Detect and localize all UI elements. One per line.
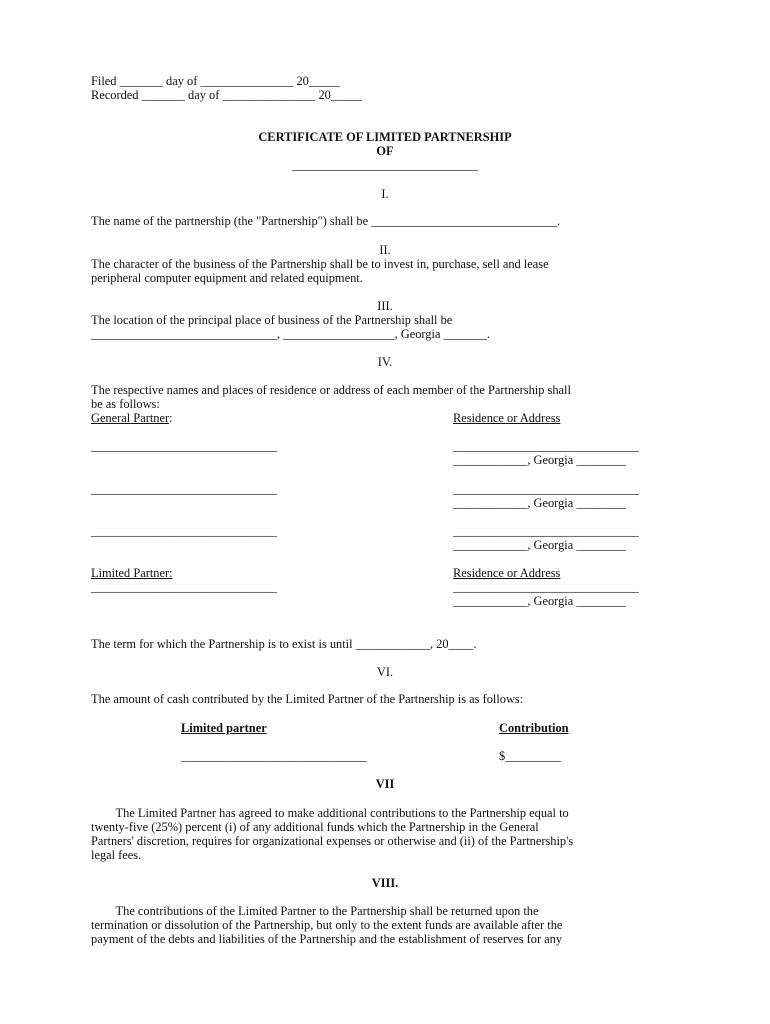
general-partner-label: General Partner <box>91 411 170 425</box>
limited-partner-label: Limited Partner: <box>91 566 173 580</box>
general-partner-city-3: ____________, Georgia ________ <box>453 538 626 552</box>
section-1-text: The name of the partnership (the "Partnership") shall be ______________________________. <box>91 214 561 228</box>
filed-line: Filed _______ day of _______________ 20_____ <box>91 74 340 88</box>
general-partner-address-blank-2: ______________________________ <box>453 482 639 496</box>
section-7-line-3: Partners' discretion, requires for organizational expenses or otherwise and (ii) of the Partnership's <box>91 834 574 848</box>
general-partner-address-blank-1: ______________________________ <box>453 439 639 453</box>
limited-partner-name-blank: ______________________________ <box>91 580 277 594</box>
section-1-heading: I. <box>381 187 389 201</box>
general-partner-heading <box>91 411 173 425</box>
section-3-line-2: ______________________________, __________________, Georgia _______. <box>91 327 491 341</box>
partnership-name-blank: ______________________________ <box>292 158 478 172</box>
document-title-of: OF <box>376 144 394 158</box>
section-3-line-1: The location of the principal place of business of the Partnership shall be <box>91 313 453 327</box>
section-2-line-1: The character of the business of the Partnership shall be to invest in, purchase, sell and lease <box>91 257 549 271</box>
general-partner-city-1: ____________, Georgia ________ <box>453 453 626 467</box>
contribution-amount-blank: $_________ <box>499 749 561 763</box>
section-4-line-1: The respective names and places of residence or address of each member of the Partnership shall <box>91 383 571 397</box>
limited-residence-heading: Residence or Address <box>453 566 561 580</box>
general-partner-address-blank-3: ______________________________ <box>453 524 639 538</box>
section-7-line-2: twenty-five (25%) percent (i) of any additional funds which the Partnership in the General <box>91 820 539 834</box>
recorded-line: Recorded _______ day of _______________ 20_____ <box>91 88 362 102</box>
document-title: CERTIFICATE OF LIMITED PARTNERSHIP <box>258 130 512 144</box>
general-partner-city-2: ____________, Georgia ________ <box>453 496 626 510</box>
general-partner-name-blank-2: ______________________________ <box>91 482 277 496</box>
section-2-heading: II. <box>379 243 391 257</box>
section-6-heading: VI. <box>376 665 394 679</box>
limited-partner-address-blank: ______________________________ <box>453 580 639 594</box>
section-2-line-2: peripheral computer equipment and related equipment. <box>91 271 363 285</box>
section-7-heading: VII <box>375 777 395 791</box>
term-text: The term for which the Partnership is to exist is until ____________, 20____. <box>91 637 477 651</box>
limited-partner-column-heading: Limited partner <box>181 721 267 735</box>
section-4-heading: IV. <box>377 355 393 369</box>
contribution-partner-blank: ______________________________ <box>181 749 367 763</box>
section-7-line-1: The Limited Partner has agreed to make additional contributions to the Partnership equal to <box>91 806 569 820</box>
section-7-line-4: legal fees. <box>91 848 142 862</box>
section-8-heading: VIII. <box>371 876 399 890</box>
general-partner-colon: : <box>169 411 173 425</box>
general-partner-name-blank-1: ______________________________ <box>91 439 277 453</box>
section-8-line-2: termination or dissolution of the Partnership, but only to the extent funds are available after the <box>91 918 563 932</box>
section-3-heading: III. <box>377 299 393 313</box>
section-4-line-2: be as follows: <box>91 397 160 411</box>
residence-heading: Residence or Address <box>453 411 561 425</box>
section-8-line-3: payment of the debts and liabilities of the Partnership and the establishment of reserves for any <box>91 932 563 946</box>
general-partner-name-blank-3: ______________________________ <box>91 524 277 538</box>
contribution-column-heading: Contribution <box>499 721 569 735</box>
section-6-text: The amount of cash contributed by the Limited Partner of the Partnership is as follows: <box>91 692 524 706</box>
limited-partner-city: ____________, Georgia ________ <box>453 594 626 608</box>
section-8-line-1: The contributions of the Limited Partner to the Partnership shall be returned upon the <box>91 904 539 918</box>
